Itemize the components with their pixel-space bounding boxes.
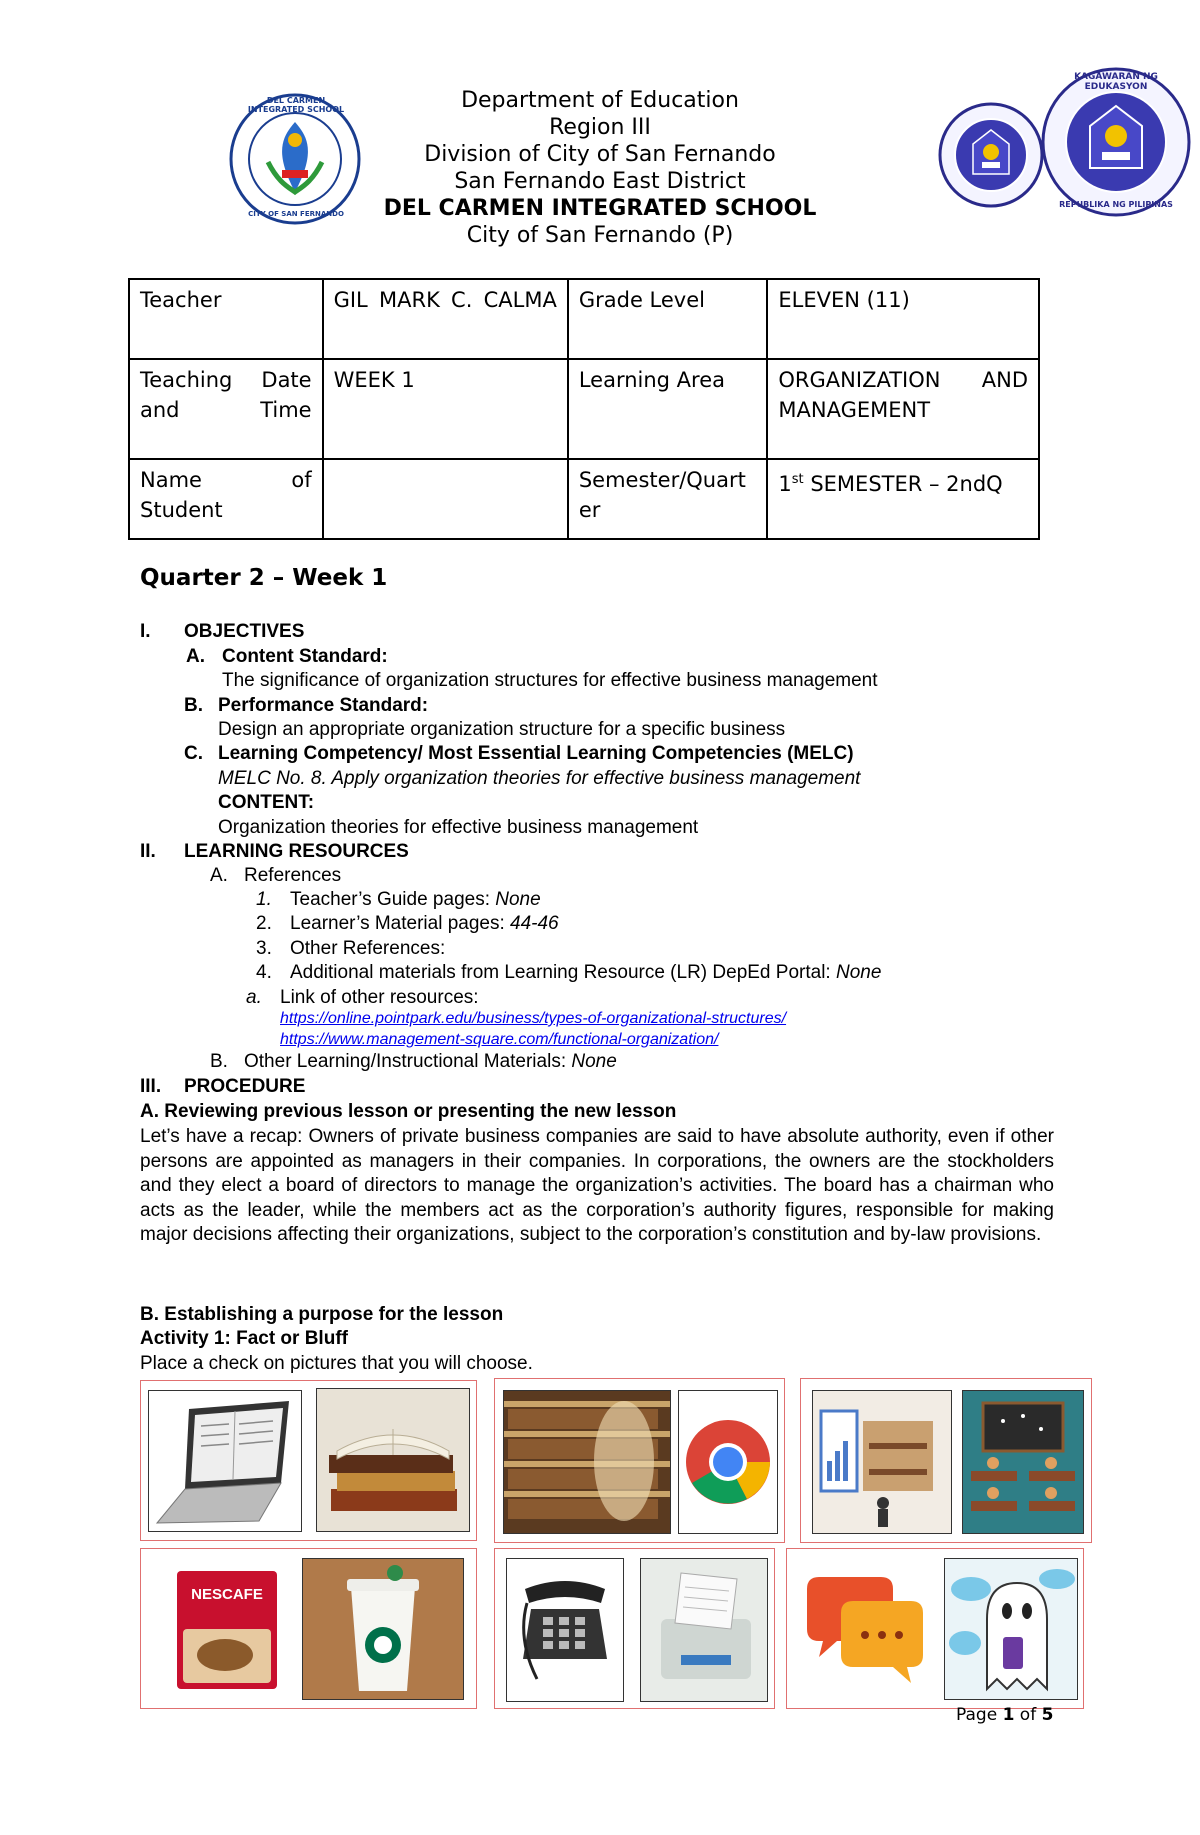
reference-item-text: Learner’s Material pages: 44-46 bbox=[290, 913, 559, 934]
chrome-logo-icon bbox=[679, 1391, 777, 1533]
picture-chrome[interactable] bbox=[678, 1390, 778, 1534]
page-footer: Page 1 of 5 bbox=[956, 1705, 1054, 1725]
date-label: Teaching Date and Time bbox=[129, 359, 323, 459]
classroom-blackboard-icon bbox=[963, 1391, 1083, 1533]
student-value[interactable] bbox=[323, 459, 568, 539]
references-label: A. bbox=[210, 865, 228, 886]
header-city: City of San Fernando (P) bbox=[466, 223, 734, 248]
deped-seal-bottom-text: REPUBLIKA NG PILIPINAS bbox=[1059, 200, 1173, 209]
date-value: WEEK 1 bbox=[323, 359, 568, 459]
content-text: Organization theories for effective business management bbox=[218, 817, 699, 838]
performance-standard-text: Design an appropriate organization structure for a specific business bbox=[218, 719, 786, 740]
activity-title: Activity 1: Fact or Bluff bbox=[140, 1328, 348, 1349]
picture-nescafe[interactable] bbox=[158, 1558, 296, 1700]
semester-value: 1st SEMESTER – 2ndQ bbox=[767, 459, 1039, 539]
procedure-num: III. bbox=[140, 1076, 162, 1097]
reference-item: 1. bbox=[256, 889, 272, 910]
resources-heading: LEARNING RESOURCES bbox=[184, 841, 409, 862]
melc-label: C. bbox=[184, 743, 203, 764]
header-region: Region III bbox=[549, 115, 651, 140]
header-division: Division of City of San Fernando bbox=[424, 142, 776, 167]
reference-item: 3. bbox=[256, 938, 272, 959]
procedure-heading: PROCEDURE bbox=[184, 1076, 306, 1097]
semester-label: Semester/Quarter bbox=[568, 459, 768, 539]
picture-classroom-blackboard[interactable] bbox=[962, 1390, 1084, 1534]
picture-books[interactable] bbox=[316, 1388, 470, 1532]
teacher-value: GIL MARK C. CALMA bbox=[323, 279, 568, 359]
other-materials-label: B. bbox=[210, 1051, 228, 1072]
lesson-info-table bbox=[128, 278, 1040, 540]
fax-machine-icon bbox=[641, 1559, 767, 1701]
reference-item: 2. bbox=[256, 913, 272, 934]
reference-item-text: Other References: bbox=[290, 938, 446, 959]
melc-text: MELC No. 8. Apply organization theories for effective business management bbox=[218, 768, 861, 789]
references-heading: References bbox=[244, 865, 342, 886]
picture-telephone[interactable] bbox=[506, 1558, 624, 1702]
starbucks-cup-icon bbox=[303, 1559, 463, 1699]
resources-num: II. bbox=[140, 841, 156, 862]
school-logo-text-bottom: CITY OF SAN FERNANDO bbox=[248, 210, 344, 218]
melc-heading: Learning Competency/ Most Essential Learning Competencies (MELC) bbox=[218, 743, 854, 764]
procedure-a-heading: A. Reviewing previous lesson or presenting the new lesson bbox=[140, 1101, 677, 1122]
content-standard-label: A. bbox=[186, 646, 205, 667]
picture-starbucks[interactable] bbox=[302, 1558, 464, 1700]
picture-classroom-presentation[interactable] bbox=[812, 1390, 952, 1534]
performance-standard-label: B. bbox=[184, 695, 203, 716]
content-standard-text: The significance of organization structures for effective business management bbox=[222, 670, 878, 691]
telephone-icon bbox=[507, 1559, 623, 1701]
objectives-num: I. bbox=[140, 621, 151, 642]
grade-value: ELEVEN (11) bbox=[767, 279, 1039, 359]
deped-seal-small bbox=[938, 102, 1044, 208]
picture-ghost-phone[interactable] bbox=[944, 1558, 1078, 1700]
picture-laptop[interactable] bbox=[148, 1390, 302, 1532]
reference-item-text: Additional materials from Learning Resource (LR) DepEd Portal: None bbox=[290, 962, 882, 983]
activity-instructions: Place a check on pictures that you will choose. bbox=[140, 1353, 533, 1374]
ghost-phone-icon bbox=[945, 1559, 1077, 1699]
link-pointpark-row bbox=[280, 1008, 786, 1029]
student-label: Name of Student bbox=[129, 459, 323, 539]
nescafe-coffee-icon bbox=[159, 1559, 295, 1699]
link-label: Link of other resources: bbox=[280, 987, 479, 1008]
picture-library[interactable] bbox=[503, 1390, 671, 1534]
content-heading: CONTENT: bbox=[218, 792, 315, 813]
laptop-ebook-icon bbox=[149, 1391, 301, 1531]
other-materials-text: Other Learning/Instructional Materials: None bbox=[244, 1051, 617, 1072]
link-management-square[interactable]: https://www.management-square.com/functional-organization/ bbox=[280, 1031, 719, 1048]
picture-chat-bubbles[interactable] bbox=[796, 1558, 934, 1700]
link-pointpark[interactable]: https://online.pointpark.edu/business/types-of-organizational-structures/ bbox=[280, 1010, 787, 1027]
books-stack-icon bbox=[317, 1389, 469, 1531]
picture-fax-machine[interactable] bbox=[640, 1558, 768, 1702]
performance-standard-heading: Performance Standard: bbox=[218, 695, 429, 716]
area-value: ORGANIZATION AND MANAGEMENT bbox=[767, 359, 1039, 459]
procedure-a-text: Let’s have a recap: Owners of private business companies are said to have absolute authority, even if other persons are appointed as managers in their companies. In corporations, the owners are the stockholders and they elect a board of directors to manage the organization’s activities. The board has a chairman who acts as the leader, while the members act as the corporation’s authority figures, responsible for making major decisions affecting their organizations, subject to the corporation’s constitution and by-law provisions. bbox=[140, 1126, 1054, 1245]
procedure-b-heading: B. Establishing a purpose for the lesson bbox=[140, 1304, 504, 1325]
classroom-presentation-icon bbox=[813, 1391, 951, 1533]
nescafe-label: NESCAFE bbox=[191, 1586, 263, 1603]
page-title: Quarter 2 – Week 1 bbox=[140, 565, 388, 591]
teacher-label: Teacher bbox=[129, 279, 323, 359]
header-department: Department of Education bbox=[461, 88, 739, 113]
link-management-square-row bbox=[280, 1029, 718, 1050]
school-logo-text: DEL CARMEN INTEGRATED SCHOOL bbox=[247, 96, 345, 114]
objectives-heading: OBJECTIVES bbox=[184, 621, 305, 642]
reference-item: 4. bbox=[256, 962, 272, 983]
deped-seal-top-text: KAGAWARAN NG EDUKASYON bbox=[1074, 72, 1158, 92]
library-shelves-icon bbox=[504, 1391, 670, 1533]
header-district: San Fernando East District bbox=[454, 169, 746, 194]
header-school: DEL CARMEN INTEGRATED SCHOOL bbox=[383, 196, 817, 221]
grade-label: Grade Level bbox=[568, 279, 768, 359]
content-standard-heading: Content Standard: bbox=[222, 646, 388, 667]
reference-item-text: Teacher’s Guide pages: None bbox=[290, 889, 541, 910]
chat-bubbles-icon bbox=[797, 1559, 933, 1699]
link-label-num: a. bbox=[246, 987, 262, 1008]
area-label: Learning Area bbox=[568, 359, 768, 459]
